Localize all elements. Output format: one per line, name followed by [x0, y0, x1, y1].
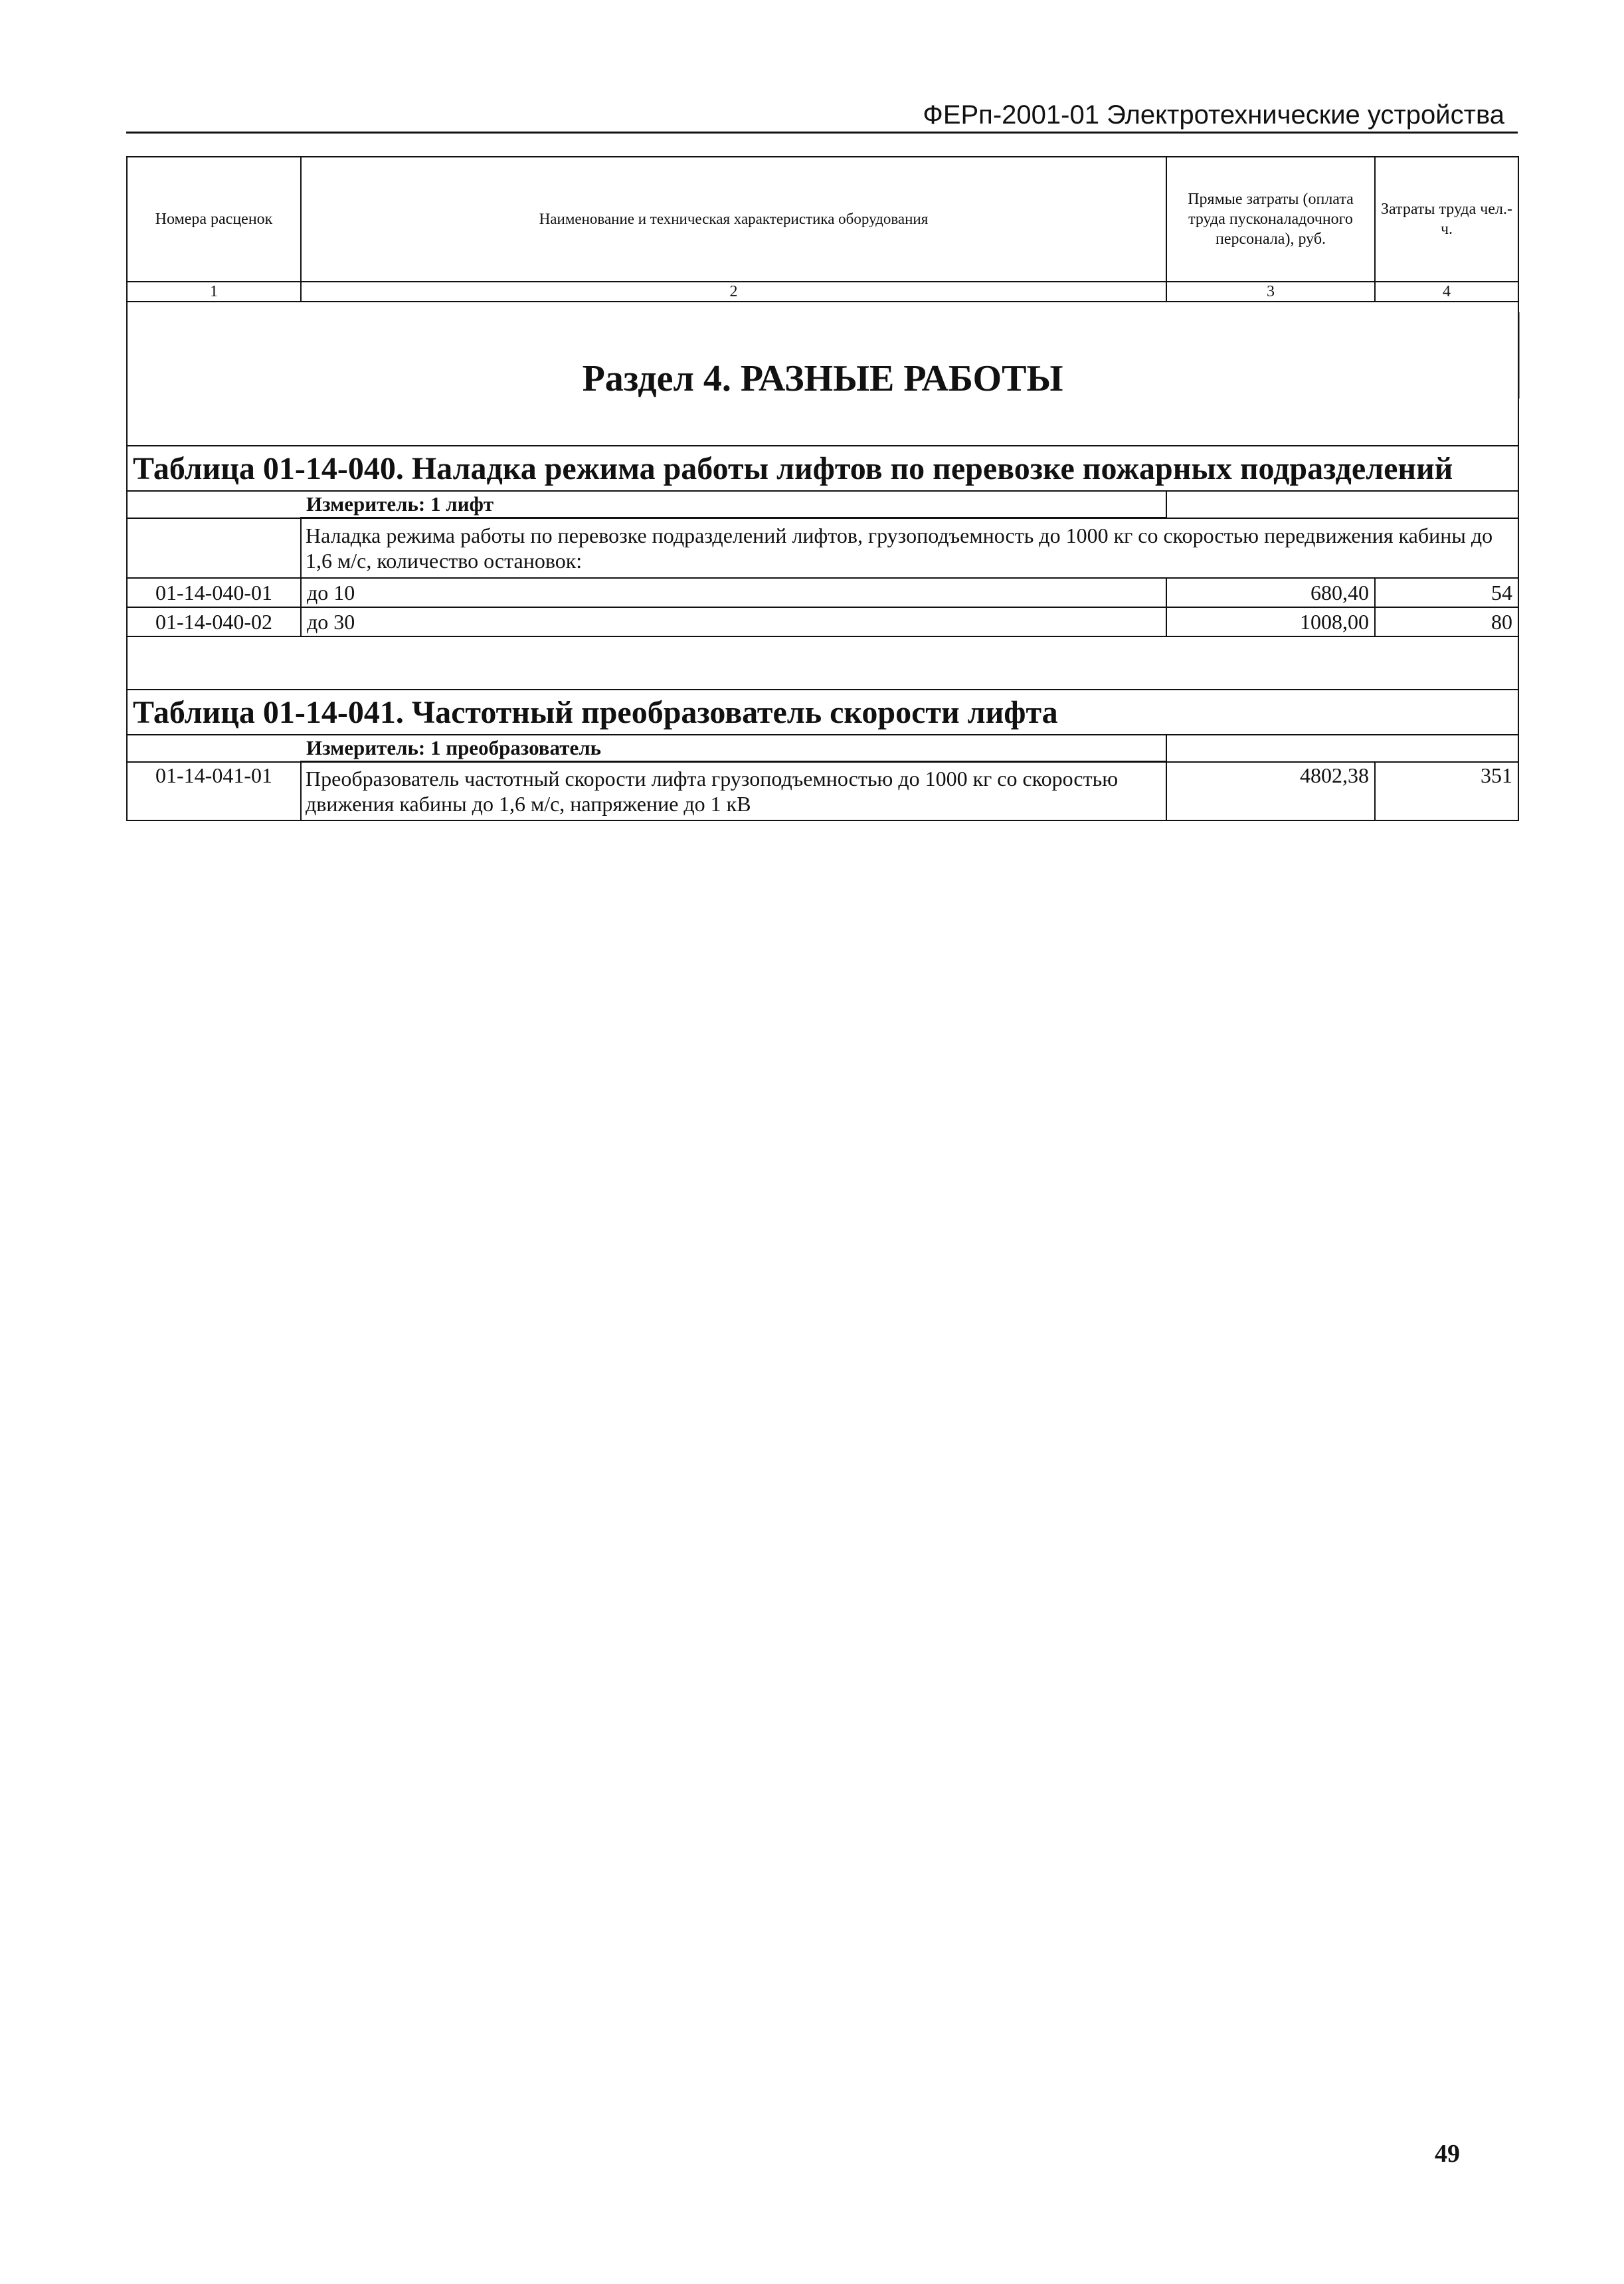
page-header: [126, 92, 1518, 134]
table-041-title-row: [127, 690, 1518, 735]
rate-name: до 30: [301, 607, 1166, 636]
meter-spacer: [1166, 735, 1518, 762]
rate-labor: 54: [1375, 578, 1518, 607]
rate-cost: 1008,00: [1166, 607, 1375, 636]
table-040-meter: Измеритель: 1 лифт: [301, 491, 1166, 518]
rate-labor: 351: [1375, 762, 1518, 821]
column-number-2: 2: [301, 282, 1166, 302]
table-040-title-row: [127, 446, 1518, 491]
rate-name: до 10: [301, 578, 1166, 607]
column-number-3: 3: [1166, 282, 1375, 302]
table-041-title: Таблица 01-14-041. Частотный преобразователь скорости лифта: [127, 690, 1518, 735]
rate-code: 01-14-041-01: [127, 762, 301, 821]
rates-table: [126, 156, 1519, 821]
table-040-description: Наладка режима работы по перевозке подразделений лифтов, грузоподъемность до 1000 кг со скоростью передвижения кабины до 1,6 м/с, количество остановок:: [301, 518, 1518, 579]
rate-labor: 80: [1375, 607, 1518, 636]
table-header-row: [127, 157, 1518, 282]
page-number: 49: [1435, 2140, 1460, 2168]
header-direct-costs: Прямые затраты (оплата труда пусконаладочного персонала), руб.: [1166, 157, 1375, 282]
rate-name: Преобразователь частотный скорости лифта грузоподъемностью до 1000 кг со скоростью движения кабины до 1,6 м/с, напряжение до 1 кВ: [301, 762, 1166, 821]
table-041-meter: Измеритель: 1 преобразователь: [301, 735, 1166, 762]
table-040-description-row: [127, 518, 1518, 579]
spacer-cell: [127, 636, 1518, 690]
table-041-meter-row: [127, 735, 1518, 762]
section-title: Раздел 4. РАЗНЫЕ РАБОТЫ: [582, 357, 1063, 399]
rate-code: 01-14-040-01: [127, 578, 301, 607]
table-row: [127, 607, 1518, 636]
table-040-meter-row: [127, 491, 1518, 518]
rate-cost: 4802,38: [1166, 762, 1375, 821]
table-row: [127, 578, 1518, 607]
table-040-title: Таблица 01-14-040. Наладка режима работы лифтов по перевозке пожарных подразделений: [127, 446, 1518, 491]
header-labor-costs: Затраты труда чел.-ч.: [1375, 157, 1518, 282]
meter-spacer: [127, 491, 301, 518]
column-number-1: 1: [127, 282, 301, 302]
section-row: [127, 302, 1518, 446]
column-number-row: [127, 282, 1518, 302]
table-row: [127, 762, 1518, 821]
header-equipment-name: Наименование и техническая характеристика оборудования: [301, 157, 1166, 282]
rate-cost: 680,40: [1166, 578, 1375, 607]
meter-spacer: [127, 735, 301, 762]
document-title: ФЕРп-2001-01 Электротехнические устройства: [923, 100, 1504, 130]
section-cell: [127, 302, 1518, 446]
meter-spacer: [1166, 491, 1518, 518]
rate-code: 01-14-040-02: [127, 607, 301, 636]
column-number-4: 4: [1375, 282, 1518, 302]
header-rate-numbers: Номера расценок: [127, 157, 301, 282]
spacer-row: [127, 636, 1518, 690]
description-code-cell: [127, 518, 301, 579]
